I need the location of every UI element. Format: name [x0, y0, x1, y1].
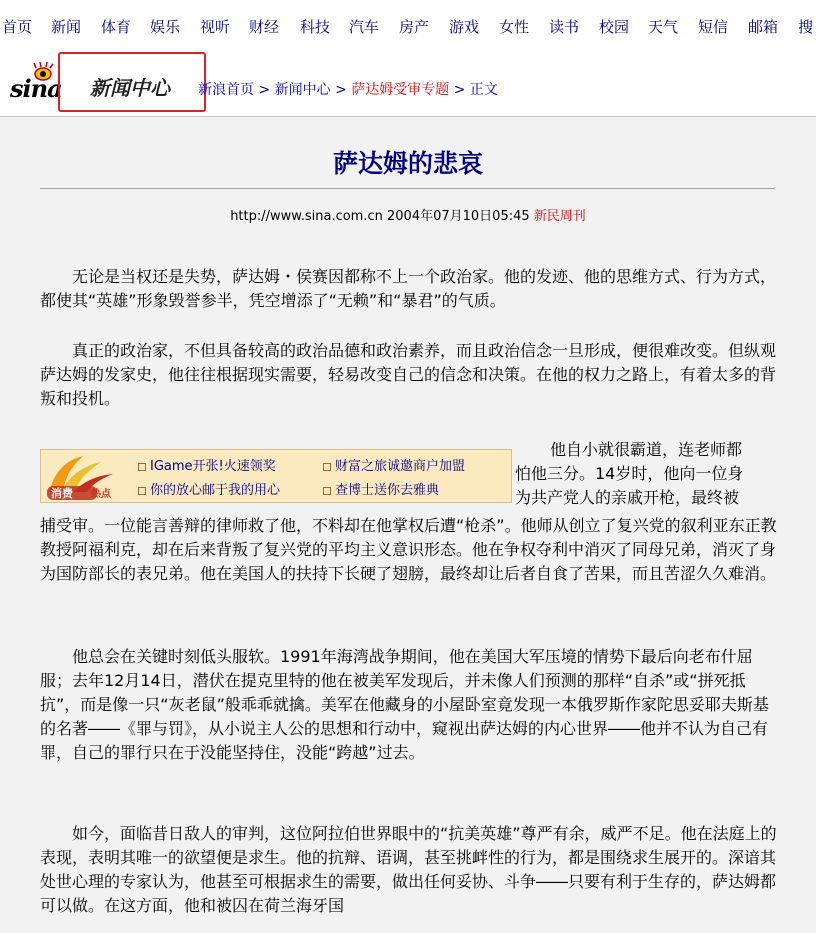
article-source[interactable]: 新民周刊 [533, 209, 586, 224]
article-meta [0, 205, 816, 224]
article-paragraph-3-line: 他自小就很霸道，连老师都 [550, 440, 743, 459]
article-title: 萨达姆的悲哀 [332, 149, 483, 178]
ad-logo-label-1: 消费 [51, 487, 73, 500]
article-paragraph-5: 如今，面临昔日敌人的审判，这位阿拉伯世界眼中的“抗美英雄”尊严有余，威严不足。他在法庭上的表现，表明其唯一的欲望便是求生。他的抗辩、语调，甚至挑衅性的行为，都是围绕求生展开的。深谙其处世心理的专家认为，他甚至可根据求生的需要，做出任何妥协、斗争――只要有利于生存的，萨达姆都可以做。在这方面，他和被囚在荷兰海牙国 [40, 824, 777, 915]
top-nav [0, 0, 816, 44]
breadcrumb-topic[interactable]: 萨达姆受审专题 [351, 82, 450, 98]
ad-link-label: IGame开张!火速领奖 [150, 459, 276, 474]
article-paragraph-1: 无论是当权还是失势，萨达姆・侯赛因都称不上一个政治家。他的发迹、他的思维方式、行为方式，都使其“英雄”形象毁誉参半，凭空增添了“无赖”和“暴君”的气质。 [40, 267, 777, 310]
ad-banner [40, 449, 512, 503]
channel-name: 新闻中心 [90, 76, 170, 100]
nav-auto[interactable]: 汽车 [349, 18, 380, 36]
breadcrumb-separator: > [449, 82, 470, 98]
breadcrumb-current: 正文 [469, 82, 498, 98]
bullet-icon [138, 487, 146, 495]
bullet-icon [138, 463, 146, 471]
ad-link[interactable] [138, 483, 280, 499]
nav-women[interactable]: 女性 [499, 18, 530, 36]
article-paragraph-3-line: 为共产党人的亲戚开枪，最终被 [515, 488, 740, 507]
nav-ent[interactable]: 娱乐 [150, 18, 181, 36]
ad-link-label: 财富之旅诚邀商户加盟 [335, 459, 466, 474]
title-divider [40, 188, 775, 189]
nav-games[interactable]: 游戏 [449, 18, 480, 36]
nav-sports[interactable]: 体育 [101, 18, 132, 36]
nav-search[interactable]: 搜 [798, 18, 814, 36]
ad-logo-label-2: 热点 [91, 489, 111, 500]
nav-news[interactable]: 新闻 [51, 18, 82, 36]
article-paragraph-3: 捕受审。一位能言善辩的律师救了他，不料却在他掌权后遭“枪杀”。他师从创立了复兴党的叙利亚东正教教授阿福利克，却在后来背叛了复兴党的平均主义意识形态。他在争权夺利中消灭了同母兄弟，消灭了身为国防部长的表兄弟。他在美国人的扶持下长硬了翅膀，最终却让后者自食了苦果，而且苦涩久久难消。 [40, 516, 777, 583]
nav-house[interactable]: 房产 [399, 18, 430, 36]
header-logo-row [0, 50, 816, 120]
nav-campus[interactable]: 校园 [599, 18, 630, 36]
ad-link[interactable] [323, 459, 465, 475]
article-paragraph-4: 他总会在关键时刻低头服软。1991年海湾战争期间，他在美国大军压境的情势下最后向老布什屈服；去年12月14日，潜伏在提克里特的他在被美军发现后，并未像人们预测的那样“自杀”或“拼死抵抗”，而是像一只“灰老鼠”般乖乖就擒。美军在他藏身的小屋卧室竟发现一本俄罗斯作家陀思妥耶夫斯基的名著――《罪与罚》，从小说主人公的思想和行动中，窥视出萨达姆的内心世界――他并不认为自己有罪，自己的罪行只在于没能坚持住，没能“跨越”过去。 [40, 647, 769, 762]
breadcrumb-separator: > [330, 82, 352, 98]
nav-home[interactable]: 首页 [2, 18, 33, 36]
bullet-icon [323, 463, 331, 471]
nav-video[interactable]: 视听 [200, 18, 231, 36]
ad-link[interactable] [138, 459, 276, 475]
article-paragraph-3-line: 怕他三分。14岁时，他向一位身 [515, 464, 744, 483]
nav-sms[interactable]: 短信 [698, 18, 729, 36]
nav-mail[interactable]: 邮箱 [748, 18, 779, 36]
breadcrumb-separator: > [254, 82, 275, 98]
ad-link[interactable] [323, 483, 439, 499]
bullet-icon [323, 487, 331, 495]
ad-link-label: 查博士送你去雅典 [335, 483, 440, 498]
nav-weather[interactable]: 天气 [648, 18, 679, 36]
article-datetime: 2004年07月10日05:45 [387, 209, 530, 224]
breadcrumb [198, 79, 498, 99]
nav-books[interactable]: 读书 [549, 18, 580, 36]
breadcrumb-home[interactable]: 新浪首页 [198, 82, 254, 98]
article-url: http://www.sina.com.cn [230, 209, 383, 224]
sina-wordmark: sina [10, 74, 62, 103]
consumer-hotspot-logo[interactable] [43, 452, 139, 502]
nav-tech[interactable]: 科技 [300, 18, 331, 36]
ad-link-label: 你的放心邮于我的用心 [150, 483, 281, 498]
article-paragraph-2: 真正的政治家，不但具备较高的政治品德和政治素养，而且政治信念一旦形成，便很难改变。但纵观萨达姆的发家史，他往往根据现实需要，轻易改变自己的信念和决策。在他的权力之路上，有着太多的背叛和投机。 [40, 341, 777, 408]
breadcrumb-news[interactable]: 新闻中心 [274, 82, 331, 98]
nav-finance[interactable]: 财经 [249, 18, 280, 36]
